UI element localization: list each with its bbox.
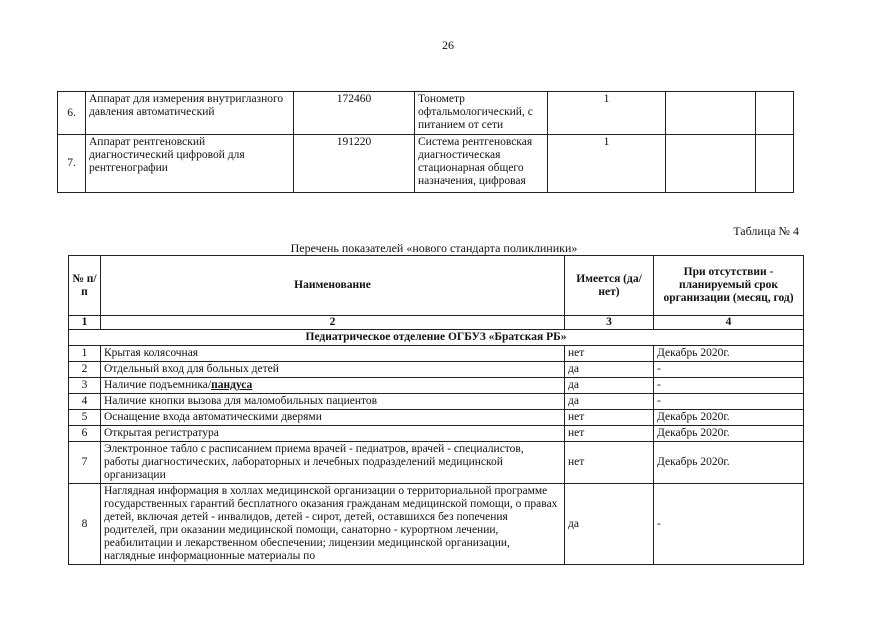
standard-indicators-table — [68, 255, 804, 565]
table-row — [69, 410, 804, 426]
indicator-name: Наличие кнопки вызова для маломобильных пациентов — [101, 394, 565, 410]
indicator-has: нет — [565, 346, 654, 362]
indicator-name-prefix: Наличие подъемника/ — [104, 379, 212, 391]
table-row — [69, 442, 804, 484]
header-plan: При отсутствии - планируемый срок организации (месяц, год) — [654, 256, 804, 316]
column-index: 3 — [565, 316, 654, 330]
indicator-plan: Декабрь 2020г. — [654, 426, 804, 442]
column-index: 1 — [69, 316, 101, 330]
header-has: Имеется (да/нет) — [565, 256, 654, 316]
section-row — [69, 330, 804, 346]
equipment-quantity: 1 — [548, 92, 666, 135]
equipment-description: Тонометр офтальмологический, с питанием от сети — [415, 92, 548, 135]
table-row — [58, 92, 794, 135]
row-number: 6 — [69, 426, 101, 442]
row-number: 6. — [58, 92, 86, 135]
indicator-has: да — [565, 362, 654, 378]
indicator-plan: - — [654, 394, 804, 410]
table-caption: Перечень показателей «нового стандарта поликлиники» — [290, 241, 578, 255]
indicator-name — [101, 378, 565, 394]
row-number: 1 — [69, 346, 101, 362]
equipment-description: Система рентгеновская диагностическая стационарная общего назначения, цифровая — [415, 135, 548, 193]
table-row — [58, 135, 794, 193]
indicator-plan: - — [654, 362, 804, 378]
column-index: 2 — [101, 316, 565, 330]
indicator-name-underlined: пандуса — [211, 379, 253, 391]
table-number: Таблица № 4 — [733, 224, 799, 238]
equipment-code: 172460 — [294, 92, 415, 135]
empty-cell — [756, 135, 794, 193]
header-name: Наименование — [101, 256, 565, 316]
indicator-plan: Декабрь 2020г. — [654, 346, 804, 362]
table-row — [69, 426, 804, 442]
table-row — [69, 346, 804, 362]
equipment-code: 191220 — [294, 135, 415, 193]
column-index-row — [69, 316, 804, 330]
row-number: 7. — [58, 135, 86, 193]
row-number: 8 — [69, 484, 101, 565]
empty-cell — [666, 135, 756, 193]
equipment-quantity: 1 — [548, 135, 666, 193]
table-row — [69, 362, 804, 378]
table-row — [69, 484, 804, 565]
indicator-plan: - — [654, 378, 804, 394]
indicator-has: нет — [565, 410, 654, 426]
indicator-name: Наглядная информация в холлах медицинской организации о территориальной программе государственных гарантий бесплатного оказания гражданам медицинской помощи, о правах детей, включая детей - инвалидов, детей - сирот, детей, оставшихся без попечения родителей, при оказании медицинской помощи, санаторно - курортном лечении, реабилитации и лекарственном обеспечении; лицензии медицинской организации, наглядные информационные материалы по — [101, 484, 565, 565]
empty-cell — [756, 92, 794, 135]
indicator-name: Отдельный вход для больных детей — [101, 362, 565, 378]
row-number: 4 — [69, 394, 101, 410]
row-number: 5 — [69, 410, 101, 426]
indicator-plan: Декабрь 2020г. — [654, 410, 804, 426]
indicator-has: нет — [565, 426, 654, 442]
equipment-name: Аппарат рентгеновский диагностический цифровой для рентгенографии — [86, 135, 294, 193]
header-number: № п/п — [69, 256, 101, 316]
indicator-has: нет — [565, 442, 654, 484]
section-title: Педиатрическое отделение ОГБУЗ «Братская РБ» — [69, 330, 804, 346]
indicator-name: Оснащение входа автоматическими дверями — [101, 410, 565, 426]
equipment-name: Аппарат для измерения внутриглазного давления автоматический — [86, 92, 294, 135]
indicator-has: да — [565, 394, 654, 410]
table-row — [69, 378, 804, 394]
table-header-row — [69, 256, 804, 316]
indicator-name: Крытая колясочная — [101, 346, 565, 362]
table-row — [69, 394, 804, 410]
page-number: 26 — [442, 38, 454, 52]
indicator-name: Электронное табло с расписанием приема врачей - педиатров, врачей - специалистов, работы диагностических, лабораторных и лечебных подразделений медицинской организации — [101, 442, 565, 484]
equipment-table — [57, 91, 794, 193]
row-number: 3 — [69, 378, 101, 394]
column-index: 4 — [654, 316, 804, 330]
empty-cell — [666, 92, 756, 135]
indicator-name: Открытая регистратура — [101, 426, 565, 442]
indicator-has: да — [565, 484, 654, 565]
indicator-plan: - — [654, 484, 804, 565]
indicator-has: да — [565, 378, 654, 394]
indicator-plan: Декабрь 2020г. — [654, 442, 804, 484]
row-number: 2 — [69, 362, 101, 378]
row-number: 7 — [69, 442, 101, 484]
